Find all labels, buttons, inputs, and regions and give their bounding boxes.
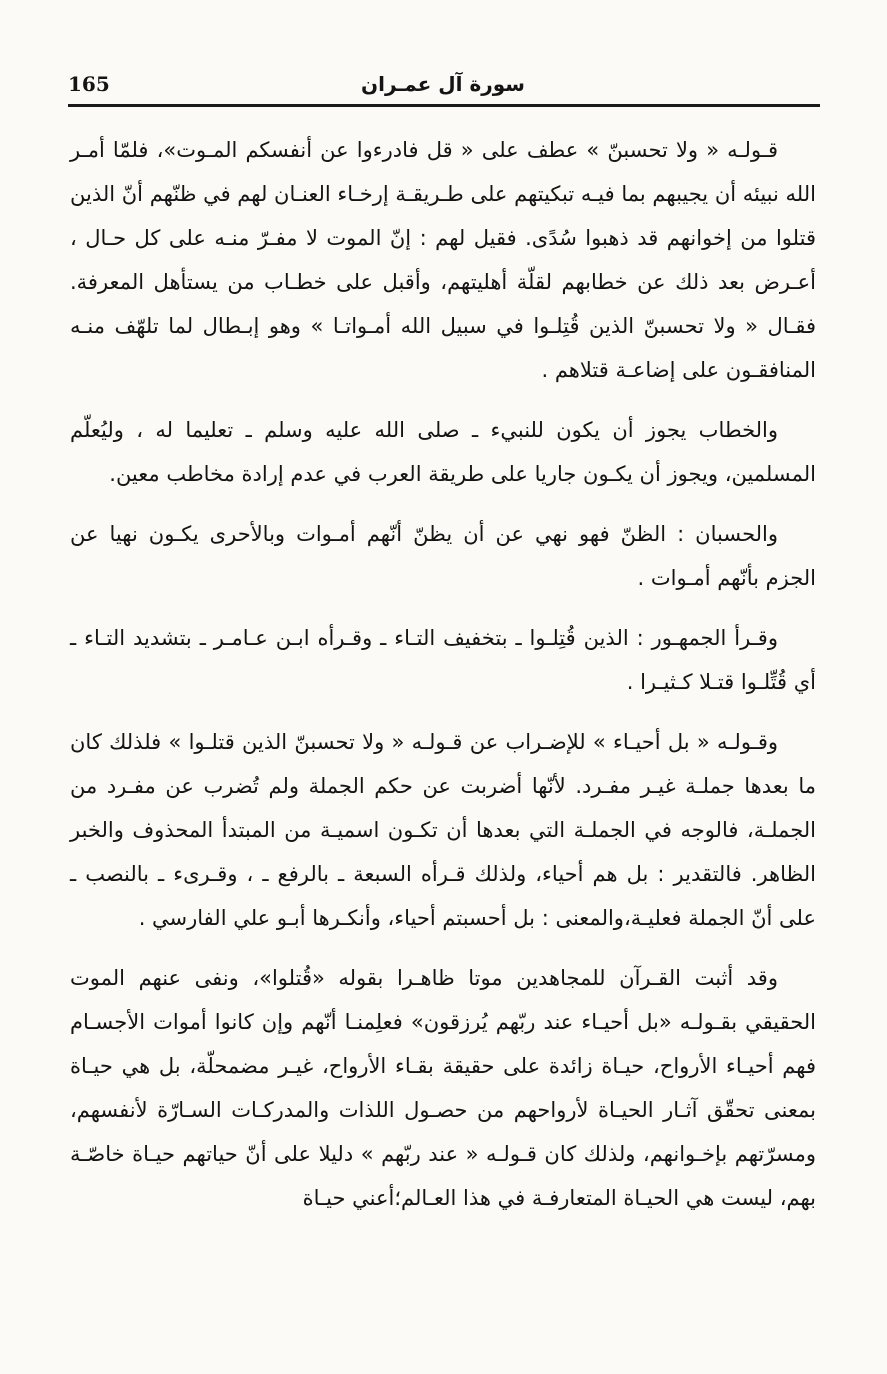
paragraph-3: والحسبان : الظنّ فهو نهي عن أن يظنّ أنّهم أمـوات وبالأحرى يكـون نهيا عن الجزم بأنّهم أمـوات .: [70, 522, 816, 590]
page-number: 165: [68, 72, 110, 96]
paragraph-4: وقـرأ الجمهـور : الذين قُتِلـوا ـ بتخفيف التـاء ـ وقـرأه ابـن عـامـر ـ بتشديد التـاء ـ أي قُتِّلـوا قتـلا كـثيـرا .: [70, 626, 816, 694]
paragraph-1: قـولـه « ولا تحسبنّ » عطف على « قل فادرءوا عن أنفسكم المـوت»، فلمّا أمـر الله نبيئه أن يجيبهم بما فيـه تبكيتهم على طـريقـة إرخـاء العنـان لهم في ظنّهم أنّ الذين قتلوا من إخوانهم قد ذهبوا سُدًى. فقيل لهم : إنّ الموت لا مفـرّ منـه على كل حـال ، أعـرض بعد ذلك عن خطابهم لقلّة أهليتهم، وأقبل على خطـاب من يستأهل المعرفة. فقـال « ولا تحسبنّ الذين قُتِلـوا في سبيل الله أمـواتـا » وهو إبـطال لما تلهّف منـه المنافقـون على إضاعـة قتلاهم .: [70, 138, 816, 382]
header-rule: [68, 104, 820, 107]
paragraph-2: والخطاب يجوز أن يكون للنبيء ـ صلى الله عليه وسلم ـ تعليما له ، وليُعلّم المسلمين، ويجوز أن يكـون جاريا على طريقة العرب في عدم إرادة مخاطب معين.: [70, 418, 816, 486]
paragraph-6: وقد أثبت القـرآن للمجاهدين موتا ظاهـرا بقوله «قُتلوا»، ونفى عنهم الموت الحقيقي بقـولـه «بل أحيـاء عند ربّهم يُرزقون» فعلِمنـا أنّهم وإن كانوا أموات الأجسـام فهم أحيـاء الأرواح، حيـاة زائدة على حقيقة بقـاء الأرواح، غيـر مضمحلّة، بل هي حيـاة بمعنى تحقّق آثـار الحيـاة لأرواحهم من حصـول اللذات والمدركـات السـارّة لأنفسهم، ومسرّتهم بإخـوانهم، ولذلك كان قـولـه « عند ربّهم » دليلا على أنّ حياتهم حيـاة خاصّـة بهم، ليست هي الحيـاة المتعارفـة في هذا العـالم؛أعني حيـاة: [70, 966, 816, 1210]
paragraph-5: وقـولـه « بل أحيـاء » للإضـراب عن قـولـه « ولا تحسبنّ الذين قتلـوا » فلذلك كان ما بعدها جملـة غيـر مفـرد. لأنّها أضربت عن حكم الجملة ولم تُضرب عن مفـرد من الجملـة، فالوجه في الجملـة التي بعدها أن تكـون اسميـة من المبتدأ المحذوف والخبر الظاهر. فالتقدير : بل هم أحياء، ولذلك قـرأه السبعة ـ بالرفع ـ ، وقـرىء ـ بالنصب ـ على أنّ الجملة فعليـة،والمعنى : بل أحسبتم أحياء، وأنكـرها أبـو علي الفارسي .: [70, 730, 816, 930]
page-header: [68, 70, 818, 104]
body-text: [70, 128, 816, 1236]
running-title: سورة آل عمـران: [361, 72, 525, 96]
